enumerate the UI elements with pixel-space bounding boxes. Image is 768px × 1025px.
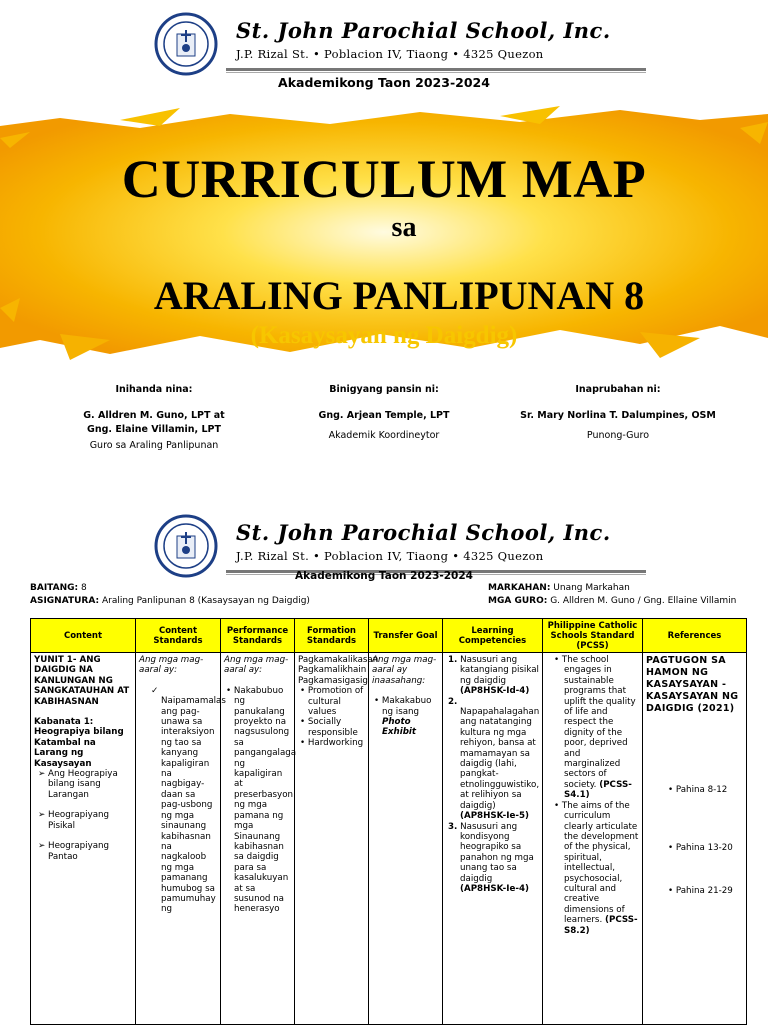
list-item	[446, 697, 539, 822]
map-academic-year: Akademikong Taon 2023-2024	[295, 570, 473, 582]
quarter-label: MARKAHAN:	[488, 583, 551, 593]
signatory-role: Inihanda nina:	[115, 384, 193, 395]
competency-number: 1.	[448, 655, 458, 665]
signatory-name: Sr. Mary Norlina T. Dalumpines, OSM	[520, 410, 716, 421]
cell-pcss	[543, 653, 643, 1025]
competency-code: (AP8HSK-Ie-4)	[460, 883, 529, 894]
formation-item: Promotion of cultural values	[307, 686, 364, 718]
competency-text: Nasusuri ang kondisyong heograpiko sa panahon ng mga unang tao sa daigdig	[460, 821, 534, 884]
cover-connector: sa	[391, 212, 417, 243]
cell-references	[643, 653, 747, 1025]
signatory-title: Punong-Guro	[586, 430, 650, 441]
cell-content-standards	[136, 653, 226, 1025]
header-pcss: Philippine Catholic Schools Standard (PCSS)	[543, 619, 643, 653]
performance-intro: Ang mga mag-aaral ay:	[224, 655, 289, 676]
grade-line	[30, 583, 87, 593]
cell-content	[31, 653, 136, 1025]
list-item: • The aims of the curriculum clearly articulate the development of the physical, spiritual, intellectual, psychosocial, cultural and creative dimensions of learners. (PCSS-S8.2)	[554, 800, 639, 936]
transfer-intro: Ang mga mag-aaral ay inaasahang:	[372, 655, 437, 686]
signatory-approved	[490, 384, 746, 443]
school-header-page2	[150, 512, 650, 576]
cell-formation-standards	[295, 653, 379, 1025]
signatory-name: Gng. Arjean Temple, LPT	[318, 410, 450, 421]
reference-page: Pahina 21-29	[675, 885, 733, 896]
cover-subject: ARALING PANLIPUNAN 8	[153, 273, 645, 318]
transfer-text: Makakabuo ng isang	[381, 696, 432, 717]
signatory-name: G. Alldren M. Guno, LPT at	[83, 410, 225, 421]
table-row	[31, 653, 747, 1025]
formation-item: Hardworking	[307, 738, 364, 749]
cell-performance-standards	[221, 653, 295, 1025]
competency-text: Napapahalagahan ang natatanging kultura ng mga rehiyon, bansa at mamamayan sa daigdig (lahi, pangkat-etnolingguwistiko, at relihiyon sa daigdig)	[460, 707, 540, 811]
performance-text: Nakabubuo ng panukalang proyekto na nagsusulong sa pangangalaga ng kapaligiran at preserbasyon ng mga pamana ng mga Sinaunang kabihasnan sa daigdig para sa kasalukuyan at sa susunod na henerasyo	[233, 685, 297, 915]
standards-intro: Ang mga mag- aaral ay:	[139, 655, 204, 676]
topic-label: Heograpiyang Pantao	[48, 841, 110, 862]
competency-number: 2.	[448, 696, 458, 707]
list-item: • Pahina 21-29	[668, 885, 733, 896]
list-item	[446, 655, 539, 697]
subject-value: Araling Panlipunan 8 (Kasaysayan ng Daigdig)	[101, 596, 310, 606]
reference-page: Pahina 13-20	[675, 843, 733, 854]
list-item: ✓ Naipamamalas ang pag-unawa sa interaksiyon ng tao sa kanyang kapaligiran na nagbigay-daan sa pag-usbong ng mga sinaunang kabihasnan na nagkaloob ng mga pamanang humubog sa pamumuhay ng	[151, 685, 226, 915]
list-item: • Hardworking	[300, 738, 364, 749]
cell-transfer-goal	[369, 653, 443, 1025]
teachers-value: G. Alldren M. Guno / Gng. Ellaine Villamin	[550, 596, 737, 606]
signatory-name: Gng. Elaine Villamin, LPT	[87, 424, 221, 435]
competency-code: (AP8HSK-Id-4)	[460, 686, 530, 697]
formation-item: Socially responsible	[307, 717, 358, 738]
pcss-code: (PCSS-S4.1)	[564, 779, 632, 801]
school-seal-icon	[154, 514, 218, 578]
signatory-noted	[256, 384, 512, 443]
list-item: • Nakabubuo ng panukalang proyekto na nagsusulong sa pangangalaga ng kapaligiran at preserbasyon ng mga pamana ng mga Sinaunang kabihasnan sa daigdig para sa kasalukuyan at sa susunod na henerasyo	[226, 685, 297, 915]
list-item: ➢ Heograpiyang Pisikal	[38, 810, 110, 831]
academic-year: Akademikong Taon 2023-2024	[278, 75, 490, 90]
list-item	[446, 822, 539, 895]
competency-text: Nasusuri ang katangiang pisikal ng daigdig	[460, 655, 539, 686]
grade-value: 8	[80, 583, 87, 593]
school-address: J.P. Rizal St. • Poblacion IV, Tiaong • 4325 Quezon	[236, 47, 544, 61]
cover-subtitle: (Kasaysayan ng Daigdig)	[250, 322, 518, 349]
header-performance-standards: Performance Standards	[221, 619, 295, 653]
list-item: • Makakabuo ng isang Photo Exhibit	[374, 696, 432, 738]
pcss-text: The aims of the curriculum clearly articulate the development of the physical, spiritual, intellectual, psychosocial, cultural and creative dimensions of learners.	[561, 800, 639, 926]
list-item: • Pahina 13-20	[668, 843, 733, 854]
quarter-line	[488, 583, 630, 593]
curriculum-map-table	[30, 618, 747, 1025]
school-seal-icon	[154, 12, 218, 76]
competency-code: (AP8HSK-Ie-5)	[460, 811, 529, 822]
table-header-row	[31, 619, 747, 653]
transfer-output: Photo Exhibit	[382, 717, 417, 738]
signatory-title: Akademik Koordineytor	[328, 430, 440, 441]
header-rule	[226, 68, 646, 71]
unit-title: YUNIT 1- ANG DAIGDIG NA KANLUNGAN NG SANGKATAUHAN AT KABIHASNAN	[34, 655, 130, 707]
school-name: St. John Parochial School, Inc.	[236, 520, 611, 545]
standard-text: Naipamamalas ang pag-unawa sa interaksiyon ng tao sa kanyang kapaligiran na nagbigay-daan sa pag-usbong ng mga sinaunang kabihasnan na nagkaloob ng mga pamanang humubog sa pamumuhay ng	[161, 696, 226, 915]
school-name: St. John Parochial School, Inc.	[236, 18, 611, 43]
chapter-title: Kabanata 1: Heograpiya bilang Katambal na Larang ng Kasaysayan	[34, 717, 124, 769]
list-item: • Socially responsible	[300, 717, 358, 738]
header-transfer-goal: Transfer Goal	[369, 619, 443, 653]
header-rule-thin	[226, 72, 646, 73]
formation-values: Pagkamakalikasan Pagkamalikhain Pagkamasigasig	[298, 655, 379, 686]
topic-label: Ang Heograpiya bilang isang Larangan	[48, 769, 118, 800]
cover-page	[0, 0, 768, 470]
subject-label: ASIGNATURA:	[30, 596, 100, 606]
subject-line	[30, 596, 310, 606]
signatory-role: Inaprubahan ni:	[575, 384, 661, 395]
header-references: References	[643, 619, 747, 653]
reference-page: Pahina 8-12	[675, 785, 728, 795]
school-address: J.P. Rizal St. • Poblacion IV, Tiaong • 4325 Quezon	[236, 549, 544, 563]
list-item: • The school engages in sustainable programs that uplift the quality of life and respect the dignity of the poor, deprived and marginalized sectors of society. (PCSS-S4.1)	[554, 655, 636, 801]
header-content: Content	[31, 619, 136, 653]
cell-learning-competencies	[443, 653, 543, 1025]
pcss-text: The school engages in sustainable programs that uplift the quality of life and respect the dignity of the poor, deprived and marginalized sectors of society.	[561, 655, 636, 790]
school-header	[150, 10, 650, 74]
cover-title: CURRICULUM MAP	[121, 149, 647, 209]
signatory-role: Binigyang pansin ni:	[329, 384, 439, 395]
list-item: ➢ Heograpiyang Pantao	[38, 841, 110, 862]
grade-label: BAITANG:	[30, 583, 79, 593]
competency-number: 3.	[448, 821, 458, 832]
reference-title: PAGTUGON SA HAMON NG KASAYSAYAN -KASAYSAYAN NG DAIGDIG (2021)	[646, 655, 739, 714]
signatory-prepared	[26, 384, 282, 453]
teachers-label: MGA GURO:	[488, 596, 548, 606]
list-item: • Promotion of cultural values	[300, 686, 364, 718]
topic-label: Heograpiyang Pisikal	[48, 810, 110, 831]
signatory-title: Guro sa Araling Panlipunan	[89, 440, 219, 451]
list-item: ➢ Ang Heograpiya bilang isang Larangan	[38, 769, 118, 800]
header-formation-standards: Formation Standards	[295, 619, 369, 653]
pcss-code: (PCSS-S8.2)	[564, 915, 638, 936]
quarter-value: Unang Markahan	[553, 583, 630, 593]
list-item: • Pahina 8-12	[668, 785, 728, 795]
teachers-line	[488, 596, 736, 606]
header-learning-competencies: Learning Competencies	[443, 619, 543, 653]
header-content-standards: Content Standards	[136, 619, 221, 653]
